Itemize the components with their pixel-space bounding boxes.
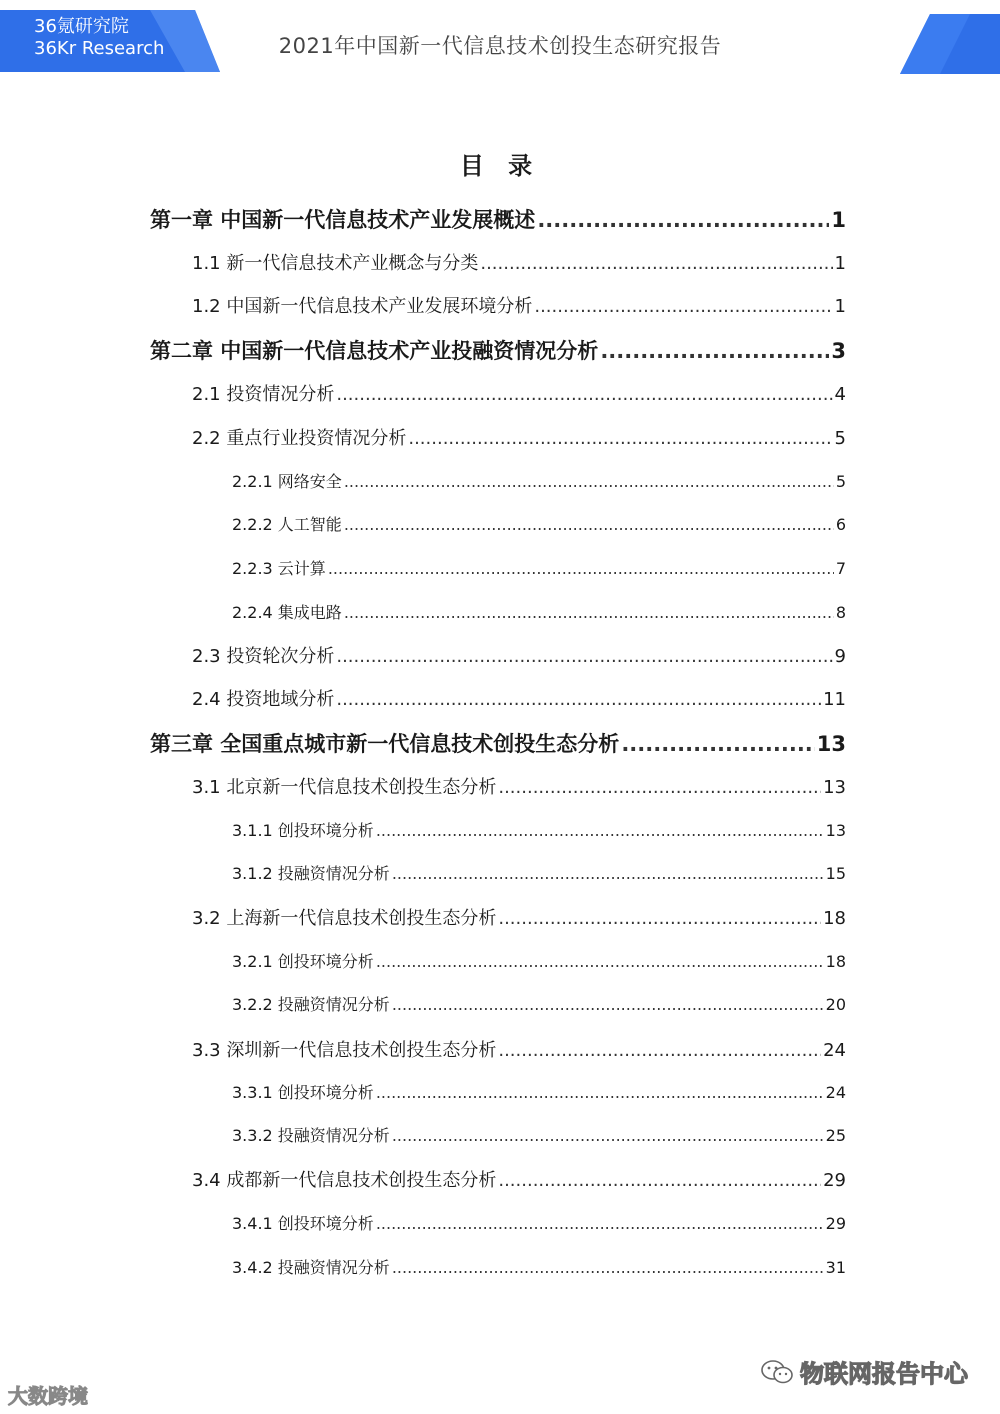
toc-entry-level2[interactable]: [192, 773, 846, 799]
toc-entry-level2[interactable]: [192, 642, 846, 668]
toc-entry-level3[interactable]: [232, 600, 846, 623]
toc-entry-label: 3.2.2 投融资情况分析: [232, 995, 390, 1014]
toc-entry-label: 3.4.2 投融资情况分析: [232, 1258, 390, 1277]
toc-entry-label: 3.1 北京新一代信息技术创投生态分析: [192, 777, 497, 798]
toc-entry-label: 2.2.2 人工智能: [232, 515, 342, 534]
toc-entry-level1[interactable]: [150, 204, 846, 234]
toc-entry-level2[interactable]: [192, 1036, 846, 1062]
toc-entry-page: 29: [825, 1214, 846, 1233]
toc-entry-page: 25: [825, 1126, 846, 1145]
toc-entry-label: 第三章 全国重点城市新一代信息技术创投生态分析: [150, 732, 620, 756]
toc-entry-label: 3.3.2 投融资情况分析: [232, 1126, 390, 1145]
toc-entry-level2[interactable]: [192, 292, 846, 318]
toc-entry-label: 1.2 中国新一代信息技术产业发展环境分析: [192, 296, 533, 317]
toc-entry-label: 3.2 上海新一代信息技术创投生态分析: [192, 908, 497, 929]
toc-dot-leader: [344, 515, 834, 534]
toc-dot-leader: [498, 1170, 821, 1191]
toc-entry-level2[interactable]: [192, 904, 846, 930]
logo-name-en: 36Kr Research: [34, 38, 165, 59]
toc-entry-level2[interactable]: [192, 424, 846, 450]
toc-dot-leader: [498, 1040, 821, 1061]
toc-entry-level3[interactable]: [232, 949, 846, 972]
toc-entry-label: 2.2.3 云计算: [232, 559, 326, 578]
toc-entry-page: 1: [834, 296, 846, 317]
report-title: 2021年中国新一代信息技术创投生态研究报告: [278, 34, 722, 58]
toc-entry-label: 2.2 重点行业投资情况分析: [192, 428, 407, 449]
toc-entry-page: 3: [831, 339, 846, 363]
toc-entry-label: 3.3.1 创投环境分析: [232, 1083, 374, 1102]
toc-entry-page: 29: [823, 1170, 846, 1191]
toc-entry-label: 2.1 投资情况分析: [192, 384, 335, 405]
toc-entry-level3[interactable]: [232, 512, 846, 535]
toc-entry-label: 2.4 投资地域分析: [192, 689, 335, 710]
toc-dot-leader: [600, 339, 829, 363]
toc-entry-page: 5: [834, 428, 846, 449]
toc-entry-level3[interactable]: [232, 469, 846, 492]
toc-entry-label: 第一章 中国新一代信息技术产业发展概述: [150, 208, 536, 232]
toc-entry-label: 3.4.1 创投环境分析: [232, 1214, 374, 1233]
toc-entry-page: 13: [816, 732, 846, 756]
toc-entry-label: 3.2.1 创投环境分析: [232, 952, 374, 971]
corner-decoration: [900, 14, 1000, 74]
logo-name-cn: 36氪研究院: [34, 16, 129, 37]
toc-dot-leader: [392, 1126, 824, 1145]
toc-entry-label: 第二章 中国新一代信息技术产业投融资情况分析: [150, 339, 599, 363]
toc-dot-leader: [480, 253, 832, 274]
toc-entry-label: 3.1.1 创投环境分析: [232, 821, 374, 840]
toc-dot-leader: [376, 1214, 824, 1233]
toc-heading: 目 录: [459, 152, 541, 180]
toc-entry-page: 4: [834, 384, 846, 405]
toc-entry-page: 15: [825, 864, 846, 883]
toc-dot-leader: [328, 559, 834, 578]
toc-dot-leader: [336, 384, 832, 405]
toc-entry-page: 13: [825, 821, 846, 840]
watermark-left: 大数跨境: [8, 1384, 88, 1408]
toc-dot-leader: [344, 603, 834, 622]
toc-entry-page: 8: [835, 603, 846, 622]
toc-entry-page: 18: [825, 952, 846, 971]
toc-entry-label: 1.1 新一代信息技术产业概念与分类: [192, 253, 479, 274]
toc-entry-level3[interactable]: [232, 1255, 846, 1278]
toc-dot-leader: [534, 296, 832, 317]
toc-entry-level2[interactable]: [192, 249, 846, 275]
toc-entry-level2[interactable]: [192, 1166, 846, 1192]
toc-entry-level3[interactable]: [232, 1211, 846, 1234]
toc-dot-leader: [376, 1083, 824, 1102]
toc-dot-leader: [498, 908, 821, 929]
toc-dot-leader: [408, 428, 832, 449]
toc-entry-level2[interactable]: [192, 685, 846, 711]
toc-entry-level3[interactable]: [232, 992, 846, 1015]
toc-dot-leader: [537, 208, 829, 232]
toc-dot-leader: [498, 777, 821, 798]
toc-entry-page: 9: [834, 646, 846, 667]
toc-entry-level1[interactable]: [150, 335, 846, 365]
toc-entry-page: 11: [823, 689, 846, 710]
toc-entry-page: 1: [834, 253, 846, 274]
page-header: [0, 0, 1000, 80]
toc-dot-leader: [392, 995, 824, 1014]
toc-entry-label: 3.4 成都新一代信息技术创投生态分析: [192, 1170, 497, 1191]
toc-entry-level1[interactable]: [150, 728, 846, 758]
toc-entry-page: 18: [823, 908, 846, 929]
toc-entry-level3[interactable]: [232, 861, 846, 884]
toc-dot-leader: [621, 732, 814, 756]
toc-entry-label: 3.3 深圳新一代信息技术创投生态分析: [192, 1040, 497, 1061]
wechat-icon: [760, 1359, 794, 1385]
watermark-right-text: 物联网报告中心: [800, 1360, 968, 1388]
toc-entry-page: 13: [823, 777, 846, 798]
toc-entry-level3[interactable]: [232, 1080, 846, 1103]
toc-entry-level3[interactable]: [232, 818, 846, 841]
toc-dot-leader: [392, 1258, 824, 1277]
toc-entry-label: 2.2.1 网络安全: [232, 472, 342, 491]
watermark-right: [760, 1354, 968, 1389]
toc-entry-label: 3.1.2 投融资情况分析: [232, 864, 390, 883]
toc-entry-level3[interactable]: [232, 556, 846, 579]
toc-entry-page: 24: [825, 1083, 846, 1102]
toc-entry-page: 1: [831, 208, 846, 232]
toc-dot-leader: [336, 646, 832, 667]
toc-entry-page: 5: [835, 472, 846, 491]
toc-entry-page: 31: [825, 1258, 846, 1277]
toc-dot-leader: [392, 864, 824, 883]
toc-entry-page: 6: [835, 515, 846, 534]
toc-dot-leader: [336, 689, 821, 710]
toc-entry-level3[interactable]: [232, 1123, 846, 1146]
toc-entry-page: 20: [825, 995, 846, 1014]
toc-dot-leader: [344, 472, 834, 491]
toc-entry-label: 2.3 投资轮次分析: [192, 646, 335, 667]
toc-entry-page: 24: [823, 1040, 846, 1061]
toc-entry-label: 2.2.4 集成电路: [232, 603, 342, 622]
toc-dot-leader: [376, 952, 824, 971]
toc-dot-leader: [376, 821, 824, 840]
toc-entry-level2[interactable]: [192, 380, 846, 406]
toc-entry-page: 7: [835, 559, 846, 578]
